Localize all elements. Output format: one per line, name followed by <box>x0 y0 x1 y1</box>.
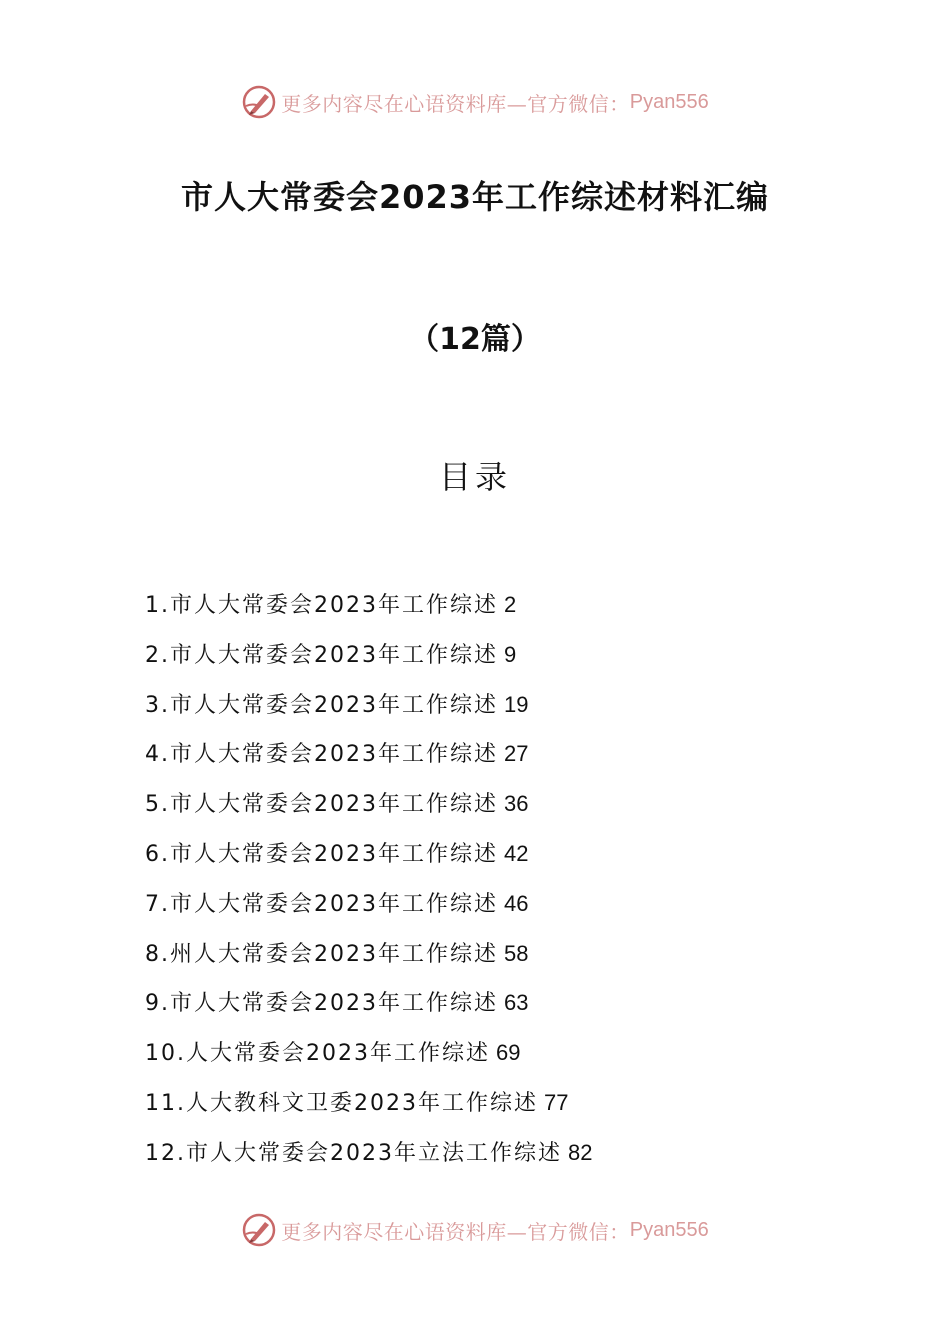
toc-item-page: 63 <box>503 990 529 1016</box>
toc-item[interactable] <box>145 978 845 1028</box>
toc-item-label: 9.市人大常委会2023年工作综述 <box>145 991 498 1017</box>
toc-item-page: 27 <box>503 741 529 767</box>
toc-item-label: 2.市人大常委会2023年工作综述 <box>145 642 498 668</box>
toc-item-label: 3.市人大常委会2023年工作综述 <box>145 692 498 718</box>
pen-logo-icon <box>241 1212 277 1248</box>
toc-item-label: 7.市人大常委会2023年工作综述 <box>145 891 498 917</box>
toc-item-page: 46 <box>503 890 529 916</box>
toc-item-label: 5.市人大常委会2023年工作综述 <box>145 792 498 818</box>
toc-item-page: 77 <box>543 1089 569 1115</box>
toc-item[interactable] <box>145 729 845 779</box>
toc-item-label: 12.市人大常委会2023年立法工作综述 <box>145 1140 562 1166</box>
toc-item[interactable] <box>145 1028 845 1078</box>
toc-item[interactable] <box>145 1078 845 1128</box>
toc-item[interactable] <box>145 680 845 730</box>
pen-logo-icon <box>241 84 277 120</box>
toc-item[interactable] <box>145 580 845 630</box>
toc-item-page: 69 <box>495 1040 521 1066</box>
toc-item-label: 10.人大常委会2023年工作综述 <box>145 1041 490 1067</box>
toc-item-page: 19 <box>503 691 529 717</box>
toc-item-page: 42 <box>503 840 529 866</box>
banner-text: 更多内容尽在心语资料库—官方微信： <box>281 1219 630 1244</box>
toc-item-page: 36 <box>503 791 529 817</box>
toc-item[interactable] <box>145 779 845 829</box>
toc-item[interactable] <box>145 1128 845 1178</box>
toc-item-page: 58 <box>503 940 529 966</box>
toc-item-label: 6.市人大常委会2023年工作综述 <box>145 841 498 867</box>
toc-item[interactable] <box>145 630 845 680</box>
header-banner[interactable] <box>0 80 950 124</box>
table-of-contents <box>145 580 845 1178</box>
toc-item[interactable] <box>145 829 845 879</box>
toc-item-label: 4.市人大常委会2023年工作综述 <box>145 742 498 768</box>
footer-banner[interactable] <box>0 1208 950 1252</box>
toc-item-page: 2 <box>503 592 517 617</box>
toc-item-page: 82 <box>567 1139 593 1165</box>
document-title: 市人大常委会2023年工作综述材料汇编 <box>180 178 770 216</box>
toc-item-label: 8.州人大常委会2023年工作综述 <box>145 941 498 967</box>
banner-wechat-id: Pyan556 <box>629 90 709 113</box>
toc-item[interactable] <box>145 879 845 929</box>
document-subtitle: （12篇） <box>409 322 541 357</box>
banner-text: 更多内容尽在心语资料库—官方微信： <box>281 91 630 116</box>
banner-wechat-id: Pyan556 <box>629 1218 709 1241</box>
toc-item-label: 1.市人大常委会2023年工作综述 <box>145 593 498 618</box>
toc-heading: 目录 <box>438 458 511 496</box>
toc-item-page: 9 <box>503 641 517 667</box>
toc-item-label: 11.人大教科文卫委2023年工作综述 <box>145 1090 538 1116</box>
toc-item[interactable] <box>145 929 845 979</box>
